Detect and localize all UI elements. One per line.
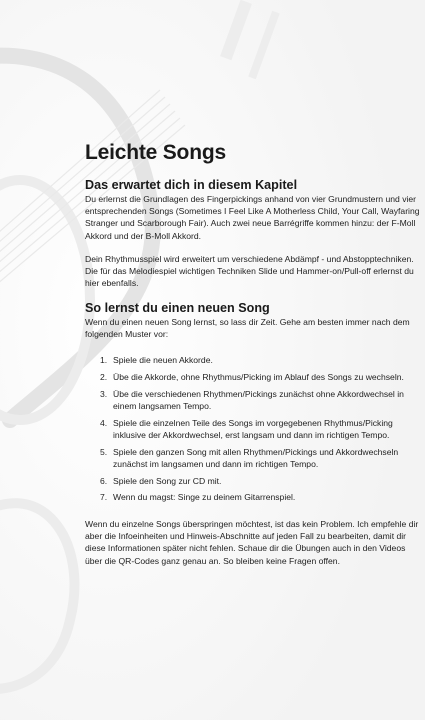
list-item-number: 7. bbox=[100, 492, 108, 503]
list-item bbox=[85, 371, 404, 383]
text-line: aber die Infoeinheiten und Hinweis-Abschnitte auf jeden Fall zu bearbeiten, damit dir bbox=[85, 531, 407, 542]
section-heading-kapitel: Das erwartet dich in diesem Kapitel bbox=[85, 178, 298, 192]
text-line: Dein Rhythmusspiel wird erweitert um verschiedene Abdämpf - und Abstopptechniken. bbox=[85, 254, 414, 264]
list-item bbox=[85, 475, 404, 487]
list-item-number: 2. bbox=[100, 371, 108, 382]
list-item-text: Spiele die neuen Akkorde. bbox=[113, 355, 213, 365]
steps-list bbox=[85, 354, 404, 508]
list-item-text: Wenn du magst: Singe zu deinem Gitarrenspiel. bbox=[113, 492, 296, 503]
section-heading-song: So lernst du einen neuen Song bbox=[85, 301, 270, 315]
text-line: über die QR-Codes ganz genau an. So bleiben keine Fragen offen. bbox=[85, 555, 340, 566]
list-item-text: Übe die verschiedenen Rhythmen/Pickings zunächst ohne Akkordwechsel in bbox=[113, 388, 404, 399]
text-line: folgenden Muster vor: bbox=[85, 329, 169, 340]
page-content bbox=[85, 0, 425, 720]
text-line: Wenn du einzelne Songs überspringen möchtest, ist das kein Problem. Ich empfehle dir bbox=[85, 519, 419, 529]
list-item bbox=[85, 417, 404, 441]
list-item-text: zunächst im langsamen und dann im richtigen Tempo. bbox=[113, 458, 319, 469]
text-line: entsprechenden Songs (Sometimes I Feel Like A Motherless Child, Your Call, Wayfaring bbox=[85, 206, 420, 217]
list-item-text: inklusive der Akkordwechsel, erst langsam und dann im richtigen Tempo. bbox=[113, 429, 390, 440]
text-line: Die für das Melodiespiel wichtigen Techniken Slide und Hammer-on/Pull-off erlernst du bbox=[85, 266, 414, 277]
text-line: hier ebenfalls. bbox=[85, 278, 139, 289]
list-item-text: Spiele die einzelnen Teile des Songs im vorgegebenen Rhythmus/Picking bbox=[113, 417, 393, 428]
page-title: Leichte Songs bbox=[85, 141, 226, 164]
list-item-number: 1. bbox=[100, 355, 108, 365]
list-item bbox=[85, 354, 404, 366]
list-item bbox=[85, 491, 404, 503]
list-item bbox=[85, 446, 404, 470]
list-item-text: Übe die Akkorde, ohne Rhythmus/Picking im Ablauf des Songs zu wechseln. bbox=[113, 371, 404, 382]
text-line: Wenn du einen neuen Song lernst, so lass dir Zeit. Gehe am besten immer nach dem bbox=[85, 317, 410, 327]
list-item-number: 4. bbox=[100, 417, 108, 428]
paragraph-closing bbox=[85, 518, 418, 567]
text-line: diese Informationen später nicht fehlen. Schaue dir die Übungen auch in den Videos bbox=[85, 543, 406, 554]
list-item-text: Spiele den Song zur CD mit. bbox=[113, 475, 222, 486]
text-line: Stranger und Scarborough Fair). Auch zwei neue Barrégriffe kommen hinzu: der F-Moll bbox=[85, 218, 416, 229]
list-item-text: einem langsamen Tempo. bbox=[113, 400, 212, 411]
text-line: Akkord und der B-Moll Akkord. bbox=[85, 230, 202, 241]
list-item-number: 3. bbox=[100, 388, 108, 399]
paragraph-rhythm bbox=[85, 253, 414, 290]
text-line: Du erlernst die Grundlagen des Fingerpickings anhand von vier Grundmustern und vier bbox=[85, 194, 417, 204]
paragraph-intro bbox=[85, 193, 420, 242]
list-item-number: 6. bbox=[100, 475, 108, 486]
list-item-number: 5. bbox=[100, 446, 108, 457]
paragraph-song-intro bbox=[85, 316, 410, 340]
list-item-text: Spiele den ganzen Song mit allen Rhythmen/Pickings und Akkordwechseln bbox=[113, 446, 399, 457]
list-item bbox=[85, 388, 404, 412]
